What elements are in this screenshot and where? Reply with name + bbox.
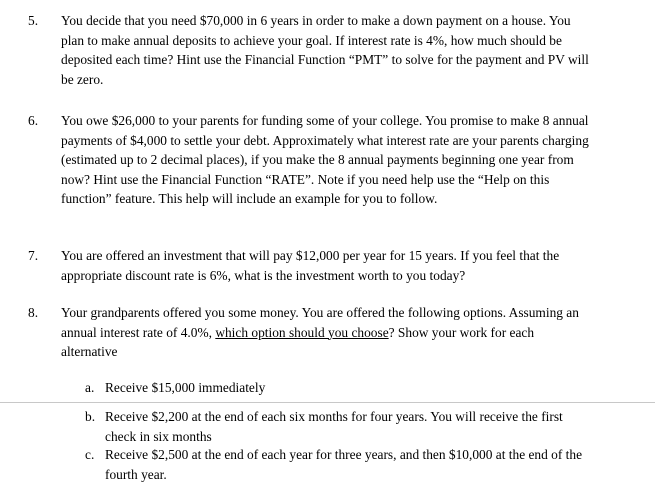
option-text: Receive $15,000 immediately (105, 380, 266, 395)
option-letter: b. (85, 409, 96, 424)
underlined-phrase: which option should you choose (215, 324, 389, 340)
question-number: 8. (28, 305, 39, 320)
question-number: 6. (28, 113, 39, 128)
option-text: Receive $2,500 at the end of each year for three years, and then $10,000 at the end of the fourth year. (105, 447, 583, 482)
question-text-end: ? Show your work for each alternative (61, 324, 535, 360)
page-divider (0, 402, 655, 403)
question-number: 7. (28, 248, 39, 263)
option-letter: c. (85, 447, 95, 462)
question-text (61, 303, 591, 362)
question-text: You are offered an investment that will pay $12,000 per year for 15 years. If you feel that the appropriate discount rate is 6%, what is the investment worth to you today? (61, 248, 560, 283)
question-number: 5. (28, 13, 39, 28)
option-text: Receive $2,200 at the end of each six months for four years. You will receive the first check in six months (105, 409, 563, 444)
question-text: You decide that you need $70,000 in 6 years in order to make a down payment on a house. You plan to make annual deposits to achieve your goal. If interest rate is 4%, how much should be deposited each time? Hint use the Financial Function “PMT” to solve for the payment and PV will be zero. (61, 13, 589, 87)
question-text-start: Your grandparents offered you some money. You are offered the following options. Assuming an annual interest rate of 4.0%, (61, 305, 579, 340)
option-letter: a. (85, 380, 95, 395)
question-text: You owe $26,000 to your parents for funding some of your college. You promise to make 8 annual payments of $4,000 to settle your debt. Approximately what interest rate are your parents charging (estimated up to 2 decimal places), if you make the 8 annual payments beginning one year from now? Hint use the Financial Function “RATE”. Note if you need help use the “Help on this function” feature. This help will include an example for you to follow. (61, 113, 589, 207)
